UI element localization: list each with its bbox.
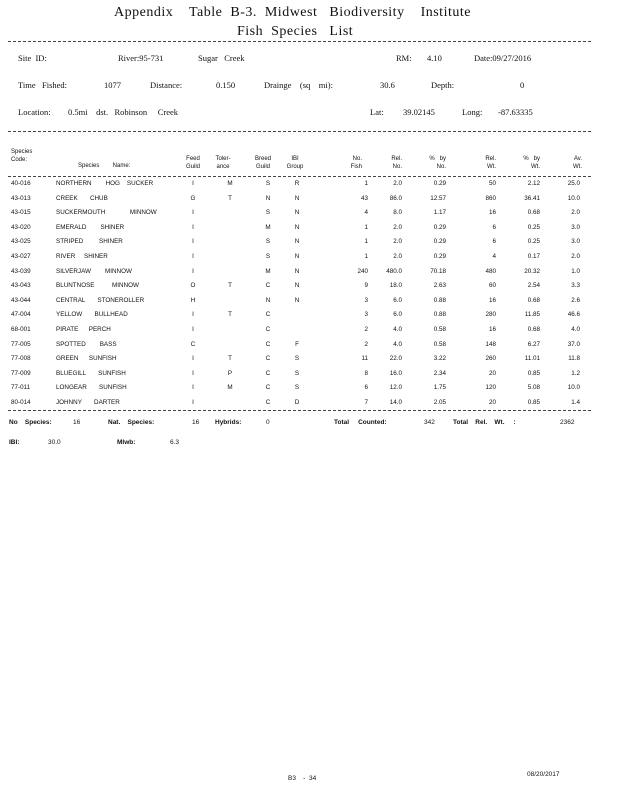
location-value: 0.5mi dst. Robinson Creek	[68, 107, 179, 117]
cell-rel-wt: 260	[485, 355, 496, 363]
cell-av-wt: 4.0	[571, 326, 580, 333]
cell-pct-wt: 11.01	[524, 355, 540, 363]
title-line-1: Appendix Table B-3. Midwest Biodiversity Institute	[114, 5, 471, 20]
cell-tolerance: T	[228, 282, 232, 290]
cell-ibi-group: N	[294, 253, 300, 260]
cell-pct-wt: 6.27	[527, 340, 540, 348]
cell-breed-guild: C	[265, 384, 271, 392]
cell-rel-wt: 60	[488, 282, 496, 290]
cell-rel-wt: 16	[488, 326, 496, 333]
cell-code: 77-008	[11, 355, 31, 363]
cell-rel-no: 4.0	[393, 340, 402, 348]
print-date: 08/20/2017	[527, 771, 560, 778]
cell-species-name: PIRATE PERCH	[56, 326, 111, 333]
location-label: Location:	[18, 107, 51, 117]
cell-ibi-group: S	[294, 369, 300, 377]
cell-rel-wt: 16	[488, 296, 496, 304]
total-counted-label: Total Counted:	[334, 419, 387, 426]
cell-feed-guild: O	[190, 282, 196, 290]
cell-breed-guild: S	[265, 180, 271, 187]
cell-breed-guild: C	[265, 326, 271, 333]
cell-rel-no: 14.0	[389, 399, 402, 406]
cell-species-name: JOHNNY DARTER	[56, 399, 120, 406]
cell-feed-guild: I	[192, 223, 194, 231]
cell-code: 43-027	[11, 253, 31, 260]
no-species-value: 16	[73, 419, 81, 426]
cell-pct-no: 3.22	[433, 355, 446, 363]
cell-no-fish: 9	[364, 282, 368, 290]
cell-feed-guild: I	[192, 180, 194, 187]
col-breed: Breed Guild	[254, 156, 271, 170]
cell-pct-no: 0.58	[433, 340, 446, 348]
cell-feed-guild: I	[192, 253, 194, 260]
total-rel-wt-value: 2362	[560, 419, 575, 426]
ibi-value: 30.0	[48, 439, 61, 446]
cell-feed-guild: H	[190, 296, 196, 304]
cell-species-name: NORTHERN HOG SUCKER	[56, 180, 154, 187]
cell-breed-guild: M	[265, 267, 271, 275]
cell-species-name: SUCKERMOUTH MINNOW	[56, 209, 157, 217]
cell-species-name: CREEK CHUB	[56, 194, 108, 202]
cell-rel-no: 16.0	[389, 369, 402, 377]
col-feed: Feed Guild	[185, 156, 200, 170]
cell-no-fish: 2	[364, 326, 368, 333]
cell-rel-wt: 6	[492, 238, 496, 246]
page-number: B3 - 34	[288, 775, 317, 782]
no-species-label: No Species:	[9, 419, 52, 426]
cell-species-name: RIVER SHINER	[56, 253, 108, 260]
cell-rel-wt: 148	[485, 340, 496, 348]
cell-rel-wt: 6	[492, 223, 496, 231]
cell-rel-no: 8.0	[393, 209, 402, 217]
cell-feed-guild: C	[190, 340, 196, 348]
cell-species-name: EMERALD SHINER	[56, 223, 125, 231]
cell-rel-no: 2.0	[393, 180, 402, 187]
cell-av-wt: 1.0	[571, 267, 580, 275]
depth-value: 0	[520, 80, 525, 90]
cell-av-wt: 11.8	[568, 355, 580, 363]
col-no-fish: No. Fish	[350, 156, 362, 170]
cell-rel-wt: 20	[488, 369, 496, 377]
lat-label: Lat:	[370, 107, 384, 117]
cell-ibi-group: S	[294, 355, 300, 363]
cell-rel-no: 2.0	[393, 238, 402, 246]
cell-no-fish: 1	[364, 253, 368, 260]
cell-rel-wt: 480	[485, 267, 496, 275]
miwb-value: 6.3	[170, 439, 180, 446]
cell-no-fish: 1	[364, 223, 368, 231]
cell-pct-wt: 0.85	[527, 369, 540, 377]
cell-feed-guild: I	[192, 326, 194, 333]
cell-code: 43-025	[11, 238, 31, 246]
nat-species-label: Nat. Species:	[108, 419, 155, 426]
cell-pct-wt: 20.32	[524, 267, 540, 275]
cell-no-fish: 11	[361, 355, 368, 363]
cell-pct-no: 0.88	[433, 296, 446, 304]
cell-code: 77-009	[11, 369, 31, 377]
cell-ibi-group: N	[294, 194, 300, 202]
cell-rel-wt: 4	[492, 253, 496, 260]
long-value: -87.63335	[498, 107, 533, 117]
cell-rel-no: 12.0	[389, 384, 402, 392]
cell-breed-guild: S	[265, 209, 271, 217]
cell-no-fish: 3	[364, 311, 368, 319]
cell-pct-wt: 0.68	[527, 296, 540, 304]
drainage-label: Drainge (sq mi):	[264, 80, 333, 90]
rule-top	[8, 41, 591, 42]
col-ibi: IBI Group	[286, 156, 304, 170]
cell-breed-guild: S	[265, 253, 271, 260]
cell-code: 43-039	[11, 267, 31, 275]
cell-species-name: SILVERJAW MINNOW	[56, 267, 132, 275]
rm-value: 4.10	[427, 53, 442, 63]
cell-pct-no: 0.29	[433, 253, 446, 260]
cell-feed-guild: I	[192, 355, 194, 363]
cell-tolerance: T	[228, 311, 232, 319]
rule-mid	[8, 131, 591, 132]
cell-pct-wt: 0.85	[527, 399, 540, 406]
cell-no-fish: 4	[364, 209, 368, 217]
cell-av-wt: 10.0	[567, 194, 580, 202]
cell-no-fish: 43	[360, 194, 368, 202]
cell-species-name: SPOTTED BASS	[56, 340, 117, 348]
cell-ibi-group: N	[294, 296, 300, 304]
long-label: Long:	[462, 107, 483, 117]
cell-pct-wt: 2.54	[527, 282, 540, 290]
cell-tolerance: M	[227, 180, 233, 187]
miwb-label: MIwb:	[117, 439, 136, 446]
depth-label: Depth:	[431, 80, 455, 90]
cell-pct-wt: 2.12	[527, 180, 540, 187]
cell-rel-wt: 50	[488, 180, 496, 187]
cell-breed-guild: C	[265, 355, 271, 363]
title-line-2: Fish Species List	[237, 24, 354, 39]
cell-pct-wt: 0.68	[527, 326, 540, 333]
cell-code: 40-016	[11, 180, 31, 187]
cell-av-wt: 2.0	[571, 253, 580, 260]
cell-rel-wt: 20	[488, 399, 496, 406]
cell-breed-guild: C	[265, 399, 271, 406]
cell-ibi-group: N	[294, 223, 300, 231]
cell-pct-no: 2.63	[433, 282, 446, 290]
cell-av-wt: 3.3	[571, 282, 580, 290]
cell-pct-wt: 0.17	[527, 253, 540, 260]
cell-pct-no: 2.05	[433, 399, 446, 406]
cell-breed-guild: M	[265, 223, 271, 231]
total-counted-value: 342	[424, 419, 435, 426]
col-rel-wt: Rel. Wt.	[485, 156, 496, 170]
cell-feed-guild: G	[190, 194, 196, 202]
cell-species-name: STRIPED SHINER	[56, 238, 123, 246]
cell-pct-wt: 0.68	[527, 209, 540, 217]
cell-breed-guild: S	[265, 238, 271, 246]
cell-rel-no: 480.0	[386, 267, 402, 275]
cell-pct-wt: 11.85	[524, 311, 540, 319]
cell-ibi-group: N	[294, 209, 300, 217]
cell-feed-guild: I	[192, 399, 194, 406]
ibi-label: IBI:	[9, 439, 20, 446]
cell-rel-wt: 120	[485, 384, 496, 392]
cell-tolerance: M	[227, 384, 233, 392]
cell-av-wt: 25.0	[567, 180, 580, 187]
cell-rel-wt: 860	[485, 194, 496, 202]
distance-value: 0.150	[216, 80, 236, 90]
total-rel-wt-label: Total Rel. Wt. :	[453, 419, 516, 426]
cell-pct-wt: 5.08	[527, 384, 540, 392]
rule-cols	[8, 176, 591, 177]
cell-species-name: BLUEGILL SUNFISH	[56, 369, 126, 377]
nat-species-value: 16	[192, 419, 200, 426]
col-pct-no: % by No.	[429, 156, 446, 170]
date-field: Date:09/27/2016	[474, 53, 532, 63]
cell-breed-guild: C	[265, 340, 271, 348]
cell-code: 43-015	[11, 209, 31, 217]
cell-breed-guild: N	[265, 296, 271, 304]
cell-pct-no: 12.57	[430, 194, 446, 202]
cell-rel-wt: 16	[488, 209, 496, 217]
cell-breed-guild: N	[265, 194, 271, 202]
cell-pct-wt: 0.25	[527, 223, 540, 231]
cell-tolerance: T	[228, 355, 232, 363]
cell-av-wt: 2.0	[571, 209, 580, 217]
cell-rel-no: 4.0	[393, 326, 402, 333]
cell-rel-no: 2.0	[393, 253, 402, 260]
col-av-wt: Av. Wt.	[573, 156, 582, 170]
cell-feed-guild: I	[192, 384, 194, 392]
cell-ibi-group: D	[294, 399, 300, 406]
cell-ibi-group: N	[294, 282, 300, 290]
hybrids-value: 0	[266, 419, 270, 426]
cell-rel-wt: 280	[485, 311, 496, 319]
drainage-value: 30.6	[380, 80, 395, 90]
distance-label: Distance:	[150, 80, 183, 90]
col-code: Species Code:	[11, 149, 33, 163]
cell-rel-no: 18.0	[389, 282, 402, 290]
cell-av-wt: 46.6	[567, 311, 580, 319]
cell-feed-guild: I	[192, 238, 194, 246]
cell-no-fish: 7	[364, 399, 368, 406]
cell-code: 47-004	[11, 311, 31, 319]
cell-code: 77-011	[11, 384, 31, 392]
cell-species-name: CENTRAL STONEROLLER	[56, 296, 145, 304]
cell-ibi-group: F	[295, 340, 299, 348]
cell-pct-no: 1.75	[433, 384, 446, 392]
cell-pct-no: 2.34	[433, 369, 446, 377]
cell-av-wt: 10.0	[567, 384, 580, 392]
cell-no-fish: 8	[364, 369, 368, 377]
cell-species-name: YELLOW BULLHEAD	[56, 311, 128, 319]
cell-av-wt: 3.0	[571, 238, 580, 246]
cell-pct-no: 70.18	[430, 267, 446, 275]
cell-pct-wt: 36.41	[524, 194, 540, 202]
cell-species-name: GREEN SUNFISH	[56, 355, 117, 363]
rm-label: RM:	[396, 53, 412, 63]
cell-breed-guild: C	[265, 369, 271, 377]
lat-value: 39.02145	[403, 107, 435, 117]
cell-no-fish: 1	[364, 180, 368, 187]
cell-ibi-group: S	[294, 384, 300, 392]
cell-feed-guild: I	[192, 311, 194, 319]
time-value: 1077	[104, 80, 121, 90]
cell-tolerance: P	[227, 369, 233, 377]
cell-pct-no: 1.17	[433, 209, 446, 217]
cell-no-fish: 6	[364, 384, 368, 392]
cell-av-wt: 3.0	[571, 223, 580, 231]
cell-pct-no: 0.29	[433, 223, 446, 231]
col-rel-no: Rel. No.	[391, 156, 402, 170]
cell-code: 43-044	[11, 296, 31, 304]
col-tolerance: Toler- ance	[215, 156, 231, 170]
rule-bottom	[8, 410, 591, 411]
cell-rel-no: 22.0	[389, 355, 402, 363]
col-species: Species Name:	[78, 163, 131, 169]
river-code: River:95-731	[118, 53, 164, 63]
cell-av-wt: 37.0	[567, 340, 580, 348]
cell-tolerance: T	[228, 194, 232, 202]
cell-breed-guild: C	[265, 311, 271, 319]
cell-rel-no: 2.0	[393, 223, 402, 231]
cell-species-name: BLUNTNOSE MINNOW	[56, 282, 139, 290]
cell-code: 43-020	[11, 223, 31, 231]
cell-rel-no: 86.0	[389, 194, 402, 202]
cell-pct-no: 0.58	[433, 326, 446, 333]
cell-breed-guild: C	[265, 282, 271, 290]
col-pct-wt: % by Wt.	[523, 156, 540, 170]
cell-pct-no: 0.88	[433, 311, 446, 319]
cell-pct-wt: 0.25	[527, 238, 540, 246]
cell-rel-no: 6.0	[393, 296, 402, 304]
cell-pct-no: 0.29	[433, 180, 446, 187]
cell-code: 77-005	[11, 340, 31, 348]
cell-rel-no: 6.0	[393, 311, 402, 319]
site-label: Site ID:	[18, 53, 47, 63]
cell-pct-no: 0.29	[433, 238, 446, 246]
cell-feed-guild: I	[192, 369, 194, 377]
cell-av-wt: 1.4	[571, 399, 580, 406]
cell-code: 80-014	[11, 399, 31, 406]
cell-species-name: LONGEAR SUNFISH	[56, 384, 127, 392]
cell-av-wt: 1.2	[571, 369, 580, 377]
time-label: Time Fished:	[18, 80, 68, 90]
cell-no-fish: 3	[364, 296, 368, 304]
cell-av-wt: 2.6	[571, 296, 580, 304]
cell-ibi-group: N	[294, 238, 300, 246]
cell-no-fish: 1	[364, 238, 368, 246]
cell-feed-guild: I	[192, 267, 194, 275]
cell-code: 43-043	[11, 282, 31, 290]
hybrids-label: Hybrids:	[215, 419, 242, 426]
cell-feed-guild: I	[192, 209, 194, 217]
cell-no-fish: 240	[357, 267, 368, 275]
cell-ibi-group: R	[294, 180, 300, 187]
cell-code: 68-001	[11, 326, 31, 333]
cell-code: 43-013	[11, 194, 31, 202]
river-name: Sugar Creek	[198, 53, 245, 63]
cell-no-fish: 2	[364, 340, 368, 348]
cell-ibi-group: N	[294, 267, 300, 275]
